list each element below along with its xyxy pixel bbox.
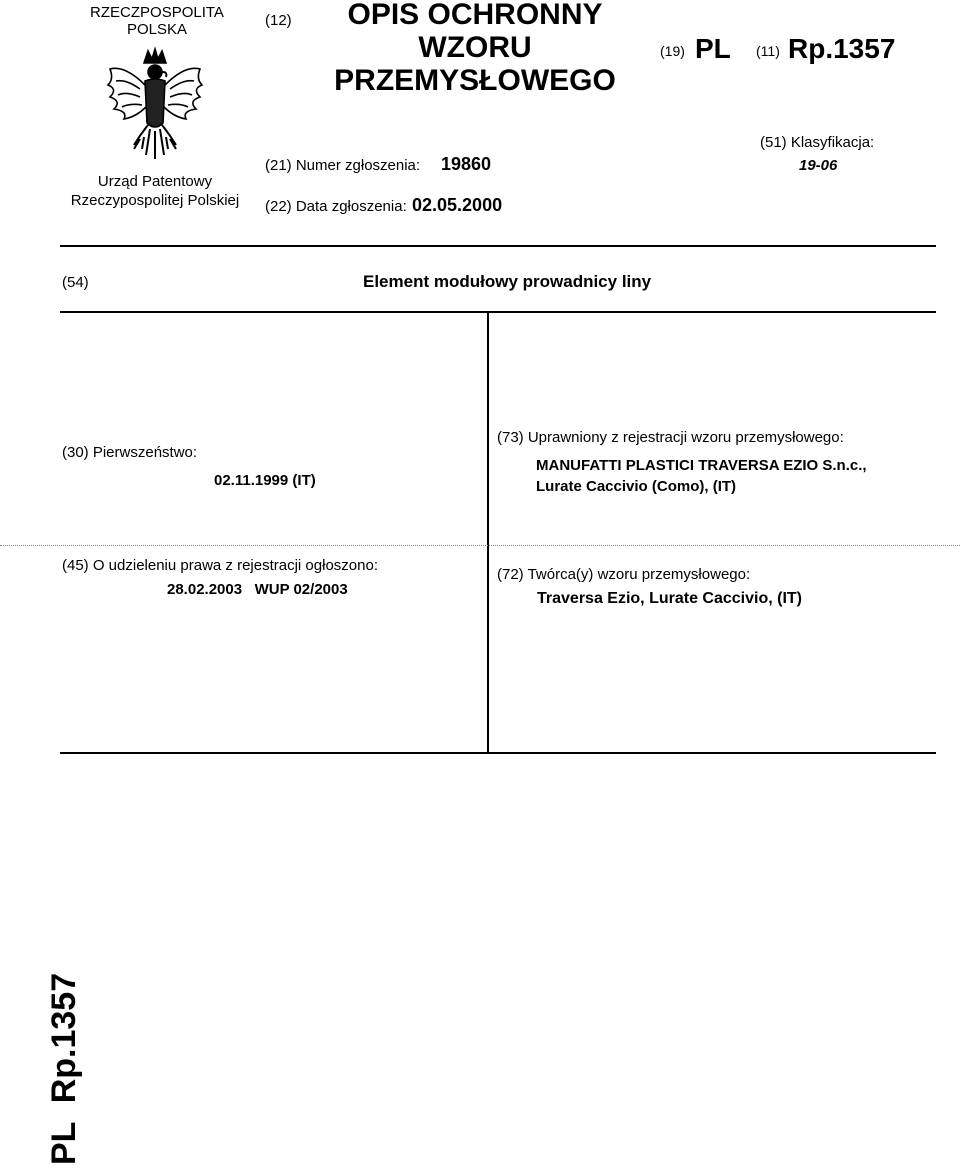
creators-label: (72) Twórca(y) wzoru przemysłowego:	[497, 566, 751, 583]
title-rule	[60, 311, 936, 313]
code-19: (19)	[660, 43, 685, 59]
side-document-label: PL Rp.1357	[45, 972, 83, 1165]
grant-label: (45) O udzieleniu prawa z rejestracji ogłoszono:	[62, 557, 378, 574]
country-name	[62, 4, 252, 38]
application-date: 02.05.2000	[412, 195, 503, 215]
bottom-rule	[60, 752, 936, 754]
application-number: 19860	[441, 154, 492, 174]
holder-label: (73) Uprawniony z rejestracji wzoru przemysłowego:	[497, 429, 844, 446]
column-divider	[487, 312, 489, 754]
classification-label: (51) Klasyfikacja:	[760, 134, 875, 151]
code-11: (11)	[756, 43, 780, 59]
design-title: Element modułowy prowadnicy liny	[363, 272, 652, 291]
office-line2: Rzeczypospolitej Polskiej	[70, 192, 240, 209]
top-rule	[60, 245, 936, 247]
office-line1: Urząd Patentowy	[97, 173, 213, 190]
document-type-title	[322, 0, 628, 97]
country-line2: POLSKA	[126, 21, 188, 38]
holder-line2: Lurate Caccivio (Como), (IT)	[536, 478, 737, 495]
section-separator	[0, 545, 960, 546]
country-code: PL	[695, 33, 731, 64]
classification-value: 19-06	[799, 157, 838, 174]
application-number-label: (21) Numer zgłoszenia:	[265, 157, 421, 174]
country-line1: RZECZPOSPOLITA	[90, 4, 224, 21]
code-54: (54)	[62, 274, 89, 291]
title-line1: OPIS OCHRONNY	[347, 0, 603, 31]
creators-value: Traversa Ezio, Lurate Caccivio, (IT)	[537, 590, 802, 607]
title-line2: WZORU	[418, 31, 532, 64]
holder-line1: MANUFATTI PLASTICI TRAVERSA EZIO S.n.c.,	[536, 457, 867, 474]
patent-office-name	[55, 172, 255, 210]
priority-value: 02.11.1999 (IT)	[214, 472, 316, 489]
grant-value: 28.02.2003 WUP 02/2003	[167, 581, 348, 598]
holder-name	[536, 455, 867, 497]
eagle-emblem-icon	[100, 45, 210, 163]
code-12: (12)	[265, 12, 292, 29]
title-line3: PRZEMYSŁOWEGO	[334, 64, 616, 97]
priority-label: (30) Pierwszeństwo:	[62, 444, 198, 461]
document-number: Rp.1357	[788, 33, 896, 64]
application-date-label: (22) Data zgłoszenia:	[265, 198, 407, 215]
